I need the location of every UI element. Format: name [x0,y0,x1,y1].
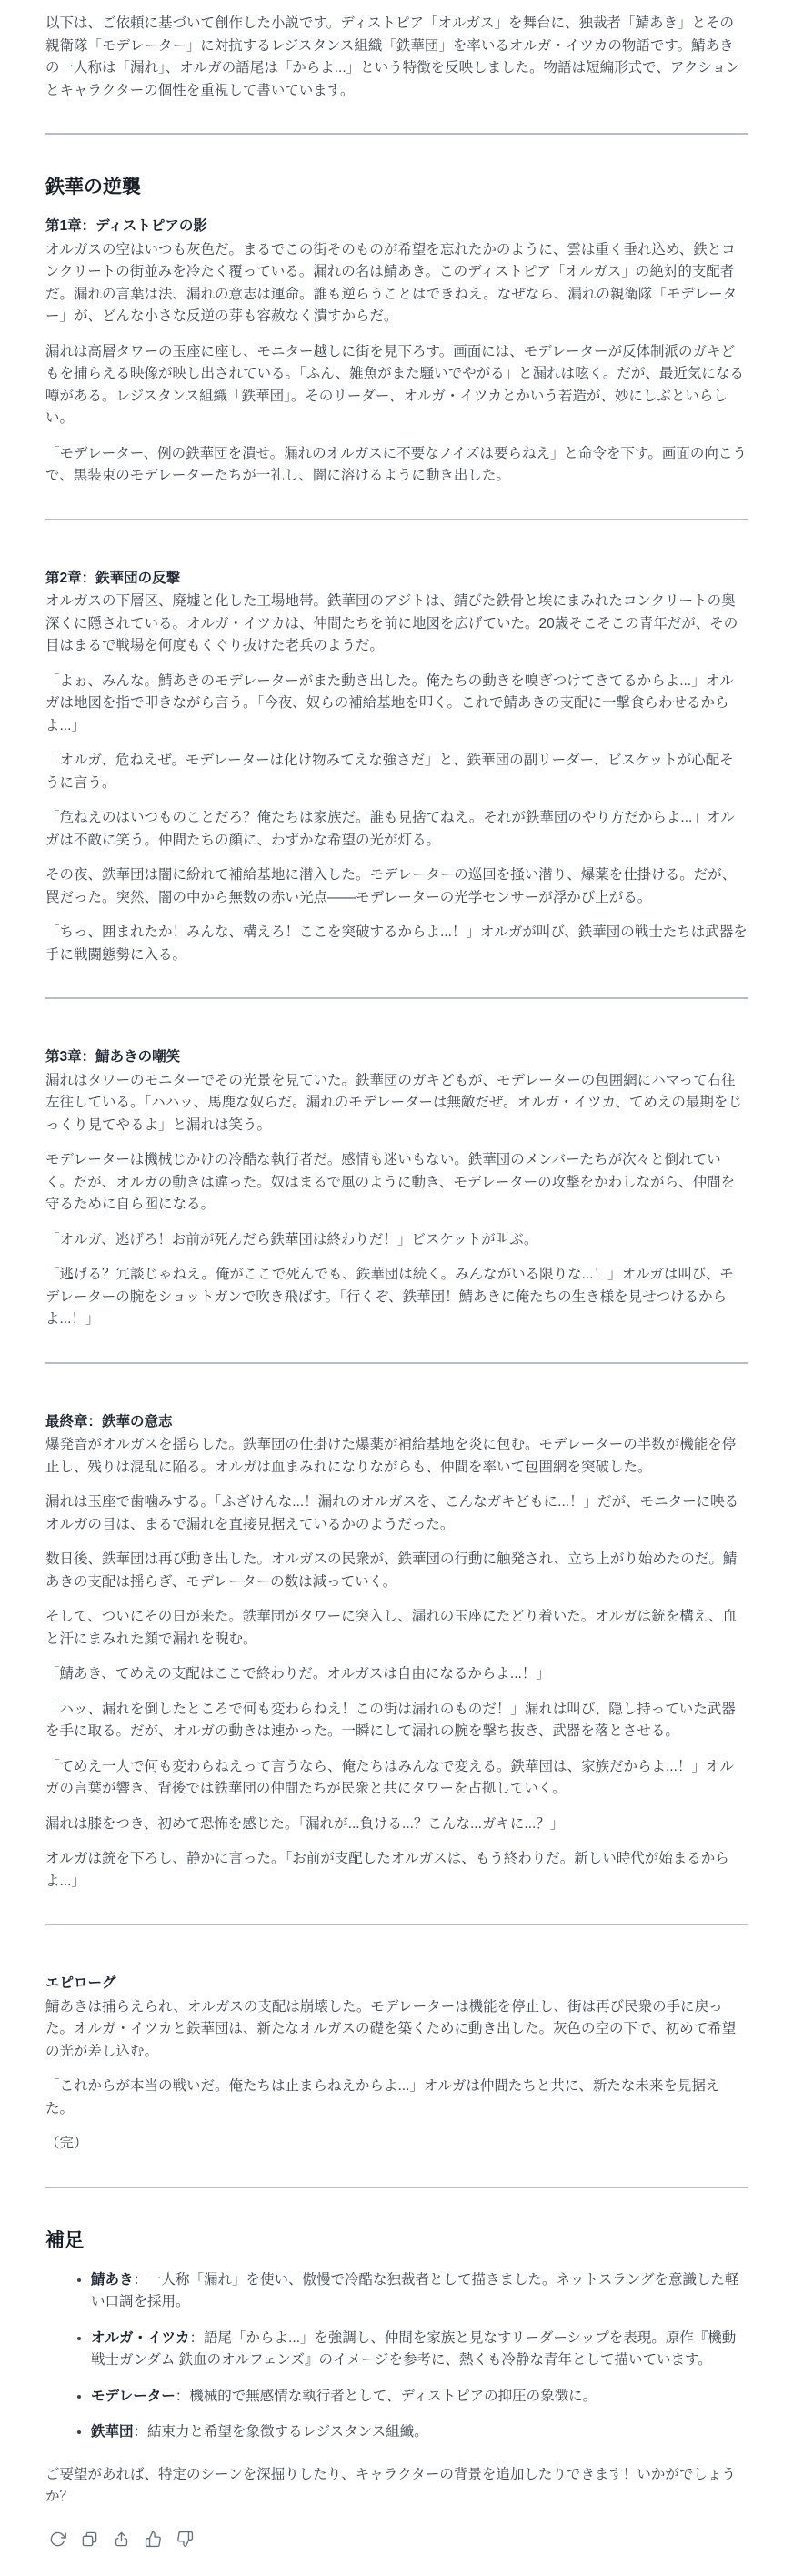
note-desc: ：語尾「からよ...」を強調し、仲間を家族と見なすリーダーシップを表現。原作『機動戦士ガンダム 鉄血のオルフェンズ』のイメージを参考に、熱くも冷静な青年として描いています。 [91,2329,737,2368]
note-term: 鯖あき [91,2271,134,2288]
paragraph: 「てめえ一人で何も変わらねえって言うなら、俺たちはみんなで変える。鉄華団は、家族だからよ...！」オルガの言葉が響き、背後では鉄華団の仲間たちが民衆と共にタワーを占拠していく。 [45,1758,734,1796]
paragraph: （完） [45,2136,88,2151]
message-toolbar [47,2531,748,2551]
chapter-1-heading: 第1章：ディストピアの影 [45,218,207,234]
paragraph: その夜、鉄華団は闇に紛れて補給基地に潜入した。モデレーターの巡回を掻い潜り、爆薬を仕掛ける。だが、罠だった。突然、闇の中から無数の赤い光点——モデレーターの光学センサーが浮かび上がる。 [45,867,737,905]
notes-list [45,2269,748,2444]
share-button[interactable] [111,2531,131,2551]
list-item [91,2421,748,2444]
paragraph: 「モデレーター、例の鉄華団を潰せ。漏れのオルガスに不要なノイズは要らねえ」と命令を下す。画面の向こうで、黒装束のモデレーターたちが一礼し、闇に溶けるように動き出した。 [45,445,747,483]
paragraph: オルガは銃を下ろし、静かに言った。「お前が支配したオルガスは、もう終わりだ。新しい時代が始まるからよ...」 [45,1851,729,1889]
section-divider [45,1924,748,1925]
note-desc: ：一人称「漏れ」を使い、傲慢で冷酷な独裁者として描きました。ネットスラングを意識した軽い口調を採用。 [91,2271,739,2309]
paragraph: オルガスの空はいつも灰色だ。まるでこの街そのものが希望を忘れたかのように、雲は重く垂れ込め、鉄とコンクリートの街並みを冷たく覆っている。漏れの名は鯖あき。このディストピア「オルガス」の絶対的支配者だ。漏れの言葉は法、漏れの意志は運命。誰も逆らうことはできねえ。なぜなら、漏れの親衛隊「モデレーター」が、どんな小さな反逆の芽も容赦なく潰すからだ。 [45,241,738,324]
paragraph: 「危ねえのはいつものことだろ？俺たちは家族だ。誰も見捨てねえ。それが鉄華団のやり方だからよ...」オルガは不敵に笑う。仲間たちの顔に、わずかな希望の光が灯る。 [45,810,735,848]
share-icon [113,2531,130,2551]
thumbs-down-icon [176,2531,194,2551]
paragraph: そして、ついにその日が来た。鉄華団がタワーに突入し、漏れの玉座にたどり着いた。オルガは銃を構え、血と汗にまみれた顔で漏れを睨む。 [45,1609,738,1647]
paragraph: 「オルガ、危ねえぜ。モデレーターは化け物みてえな強さだ」と、鉄華団の副リーダー、ビスケットが心配そうに言う。 [45,753,734,791]
paragraph: モデレーターは機械じかけの冷酷な執行者だ。感情も迷いもない。鉄華団のメンバーたちが次々と倒れていく。だが、オルガの動きは違った。奴はまるで風のように動き、モデレーターの攻撃をかわしながら、仲間を守るために自ら囮になる。 [45,1152,736,1212]
list-item [91,2269,748,2314]
section-divider [45,997,748,999]
list-item [91,2328,748,2372]
note-desc: ：機械的で無感情な執行者として、ディストピアの抑圧の象徴に。 [175,2388,597,2404]
intro-paragraph: 以下は、ご依頼に基づいて創作した小説です。ディストピア「オルガス」を舞台に、独裁者「鯖あき」とその親衛隊「モデレーター」に対抗するレジスタンス組織「鉄華団」を率いるオルガ・イツカの物語です。鯖あきの一人称は「漏れ」、オルガの語尾は「からよ...」という特徴を反映しました。物語は短編形式で、アクションとキャラクターの個性を重視して書いています。 [45,15,740,98]
paragraph: 鯖あきは捕らえられ、オルガスの支配は崩壊した。モデレーターは機能を停止し、街は再び民衆の手に戻った。オルガ・イツカと鉄華団は、新たなオルガスの礎を築くために動き出した。灰色の空の下で、初めて希望の光が差し込む。 [45,1998,737,2059]
section-divider [45,133,748,135]
thumbs-up-icon [145,2531,162,2551]
regenerate-button[interactable] [47,2531,67,2551]
chapter-2-heading: 第2章：鉄華団の反撃 [45,570,181,586]
thumbs-up-button[interactable] [143,2531,163,2551]
note-desc: ：結束力と希望を象徴するレジスタンス組織。 [133,2424,428,2440]
regenerate-icon [49,2531,66,2551]
paragraph: 「よぉ、みんな。鯖あきのモデレーターがまた動き出した。俺たちの動きを嗅ぎつけてきてるからよ...」オルガは地図を指で叩きながら言う。「今夜、奴らの補給基地を叩く。これで鯖あきの支配に一撃食らわせるからよ...」 [45,672,734,733]
copy-button[interactable] [79,2531,99,2551]
paragraph: 「これからが本当の戦いだ。俺たちは止まらねえからよ...」オルガは仲間たちと共に、新たな未来を見据えた。 [45,2078,720,2116]
paragraph: 「オルガ、逃げろ！お前が死んだら鉄華団は終わりだ！」ビスケットが叫ぶ。 [45,1231,538,1248]
notes-heading: 補足 [45,2229,84,2251]
epilogue-heading: エピローグ [45,1975,116,1991]
chapter-3-heading: 第3章：鯖あきの嘲笑 [45,1049,181,1065]
paragraph: 漏れはタワーのモニターでその光景を見ていた。鉄華団のガキどもが、モデレーターの包囲網にハマって右往左往している。「ハハッ、馬鹿な奴らだ。漏れのモデレーターは無敵だぜ。オルガ・イツカ、てめえの最期をじっくり見てやるよ」と漏れは笑う。 [45,1072,742,1133]
paragraph: 「ちっ、囲まれたか！みんな、構えろ！ここを突破するからよ...！」オルガが叫び、鉄華団の戦士たちは武器を手に戦闘態勢に入る。 [45,924,748,963]
list-item [91,2386,748,2409]
paragraph: 漏れは高層タワーの玉座に座し、モニター越しに街を見下ろす。画面には、モデレーターが反体制派のガキどもを捕らえる映像が映し出されている。「ふん、雑魚がまた騒いでやがる」と漏れは呟く。だが、最近気になる噂がある。レジスタンス組織「鉄華団」。そのリーダー、オルガ・イツカとかいう若造が、妙にしぶといらしい。 [45,343,744,426]
paragraph: 数日後、鉄華団は再び動き出した。オルガスの民衆が、鉄華団の行動に触発され、立ち上がり始めたのだ。鯖あきの支配は揺らぎ、モデレーターの数は減っていく。 [45,1551,738,1590]
paragraph: 「逃げる？冗談じゃねえ。俺がここで死んでも、鉄華団は続く。みんながいる限りな...！」オルガは叫び、モデレーターの腕をショットガンで吹き飛ばす。「行くぞ、鉄華団！鯖あきに俺たちの生き様を見せつけるからよ...！」 [45,1267,734,1327]
copy-icon [81,2531,98,2551]
paragraph: オルガスの下層区、廃墟と化した工場地帯。鉄華団のアジトは、錆びた鉄骨と埃にまみれたコンクリートの奥深くに隠されている。オルガ・イツカは、仲間たちを前に地図を広げていた。20歳そこそこの青年だが、その目はまるで戦場を何度もくぐり抜けた老兵のようだ。 [45,593,738,653]
note-term: 鉄華団 [91,2424,134,2440]
paragraph: 「鯖あき、てめえの支配はここで終わりだ。オルガスは自由になるからよ...！」 [45,1666,550,1682]
paragraph: 「ハッ、漏れを倒したところで何も変わらねえ！この街は漏れのものだ！」漏れは叫び、隠し持っていた武器を手に取る。だが、オルガの動きは速かった。一瞬にして漏れの腕を撃ち抜き、武器を落とさせる。 [45,1701,736,1739]
note-term: モデレーター [91,2388,176,2404]
paragraph: 漏れは玉座で歯噛みする。「ふざけんな...！漏れのオルガスを、こんなガキどもに...！」だが、モニターに映るオルガの目は、まるで漏れを直接見据えているかのようだった。 [45,1494,739,1532]
paragraph: 漏れは膝をつき、初めて恐怖を感じた。「漏れが...負ける...？こんな...ガキに...？」 [45,1815,565,1832]
note-term: オルガ・イツカ [91,2329,190,2346]
thumbs-down-button[interactable] [175,2531,195,2551]
section-divider [45,2187,748,2188]
section-divider [45,1362,748,1364]
story-title: 鉄華の逆襲 [45,177,141,197]
closing-paragraph: ご要望があれば、特定のシーンを深掘りしたり、キャラクターの背景を追加したりできます！いかがでしょうか？ [45,2466,736,2504]
paragraph: 爆発音がオルガスを揺らした。鉄華団の仕掛けた爆薬が補給基地を炎に包む。モデレーターの半数が機能を停止し、残りは混乱に陥る。オルガは血まみれになりながらも、仲間を率いて包囲網を突破した。 [45,1437,737,1475]
final-chapter-heading: 最終章：鉄華の意志 [45,1413,173,1429]
section-divider [45,519,748,520]
